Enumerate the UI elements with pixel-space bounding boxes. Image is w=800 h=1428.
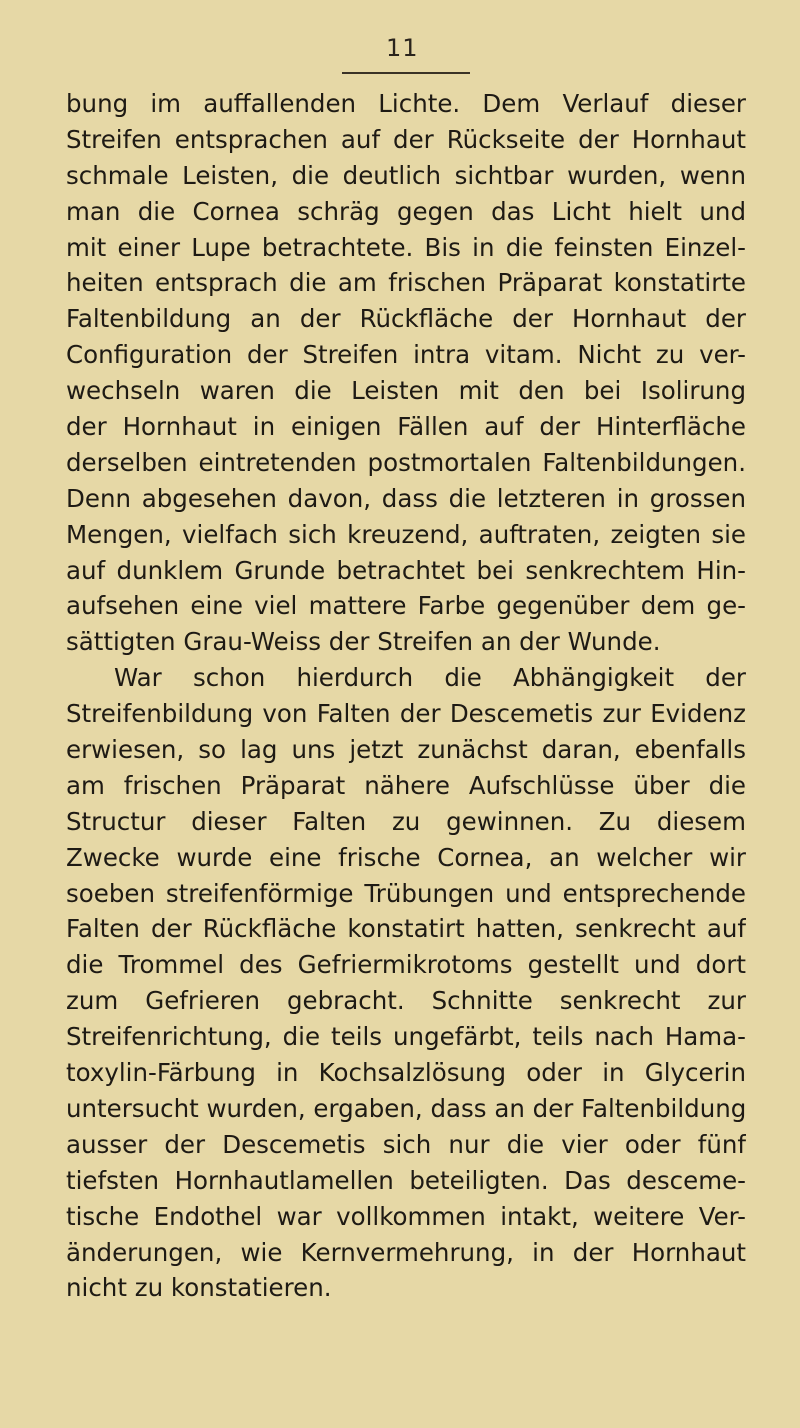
text-line: ausser der Descemetis sich nur die vier oder fünf xyxy=(66,1129,746,1159)
text-line: die Trommel des Gefriermikrotoms gestellt und dort xyxy=(66,950,746,980)
page-number: 11 xyxy=(386,34,419,62)
text-line: der Hornhaut in einigen Fällen auf der Hinterfläche xyxy=(66,412,746,442)
text-line: heiten entsprach die am frischen Präparat konstatirte xyxy=(66,268,746,298)
text-line: Streifen entsprachen auf der Rückseite der Hornhaut xyxy=(66,124,746,154)
text-line: toxylin-Färbung in Kochsalzlösung oder in Glycerin xyxy=(66,1058,746,1088)
text-line: Denn abgesehen davon, dass die letzteren in grossen xyxy=(66,483,746,513)
text-line: tiefsten Hornhautlamellen beteiligten. Das desceme- xyxy=(66,1165,746,1195)
text-line: Falten der Rückfläche konstatirt hatten, senkrecht auf xyxy=(66,914,746,944)
text-line: auf dunklem Grunde betrachtet bei senkrechtem Hin- xyxy=(66,555,746,585)
text-line: Zwecke wurde eine frische Cornea, an welcher wir xyxy=(66,842,746,872)
body-text xyxy=(66,86,746,1306)
text-line: bung im auffallenden Lichte. Dem Verlauf dieser xyxy=(66,89,746,118)
paragraph-start-line: War schon hierdurch die Abhängigkeit der xyxy=(114,663,746,693)
text-line: Streifenbildung von Falten der Descemetis zur Evidenz xyxy=(66,699,746,729)
paragraph-end-line: nicht zu konstatieren. xyxy=(66,1273,332,1303)
text-line: man die Cornea schräg gegen das Licht hielt und xyxy=(66,196,746,226)
text-line: untersucht wurden, ergaben, dass an der Faltenbildung xyxy=(66,1093,746,1123)
text-line: aufsehen eine viel mattere Farbe gegenüber dem ge- xyxy=(66,591,746,621)
text-line: Configuration der Streifen intra vitam. Nicht zu ver- xyxy=(66,340,746,370)
text-line: am frischen Präparat nähere Aufschlüsse über die xyxy=(66,770,746,800)
text-line: Streifenrichtung, die teils ungefärbt, teils nach Hama- xyxy=(66,1022,746,1052)
text-line: Mengen, vielfach sich kreuzend, auftraten, zeigten sie xyxy=(66,519,746,549)
text-line: erwiesen, so lag uns jetzt zunächst daran, ebenfalls xyxy=(66,735,746,765)
text-line: Faltenbildung an der Rückfläche der Hornhaut der xyxy=(66,304,746,334)
text-line: schmale Leisten, die deutlich sichtbar wurden, wenn xyxy=(66,160,746,190)
header-rule xyxy=(342,72,470,74)
paragraph-end-line: sättigten Grau-Weiss der Streifen an der Wunde. xyxy=(66,627,661,657)
text-line: zum Gefrieren gebracht. Schnitte senkrecht zur xyxy=(66,986,746,1016)
text-line: derselben eintretenden postmortalen Faltenbildungen. xyxy=(66,447,746,477)
text-line: wechseln waren die Leisten mit den bei Isolirung xyxy=(66,376,746,406)
text-line: mit einer Lupe betrachtete. Bis in die feinsten Einzel- xyxy=(66,232,746,262)
text-line: Structur dieser Falten zu gewinnen. Zu diesem xyxy=(66,806,746,836)
text-line: tische Endothel war vollkommen intakt, weitere Ver- xyxy=(66,1201,746,1231)
text-line: soeben streifenförmige Trübungen und entsprechende xyxy=(66,878,746,908)
text-line: änderungen, wie Kernvermehrung, in der Hornhaut xyxy=(66,1237,746,1267)
